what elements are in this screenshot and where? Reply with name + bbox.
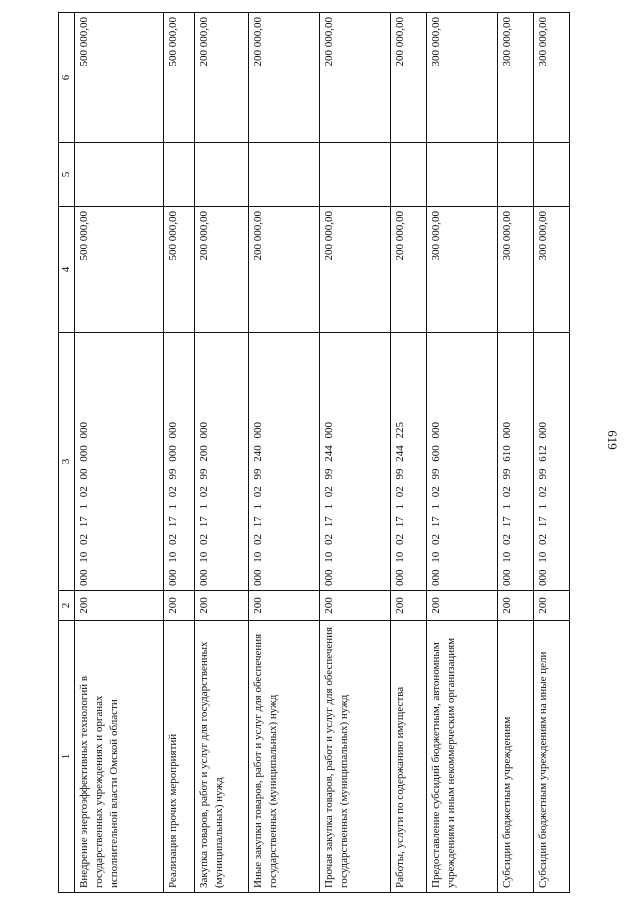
table-row	[164, 13, 195, 893]
row-col5	[195, 143, 249, 207]
row-col4: 500 000,00	[75, 207, 164, 333]
table-row	[195, 13, 249, 893]
row-code: 200	[320, 591, 391, 621]
row-name: Субсидии бюджетным учреждениям	[498, 621, 534, 893]
row-name: Реализация прочих мероприятий	[164, 621, 195, 893]
row-code: 200	[498, 591, 534, 621]
budget-table	[58, 12, 570, 893]
row-col4: 200 000,00	[320, 207, 391, 333]
table-row	[391, 13, 427, 893]
page-number: 619	[605, 430, 620, 450]
row-col5	[320, 143, 391, 207]
row-name: Предоставление субсидий бюджетным, автономным учреждениям и иным некоммерческим организациям	[427, 621, 498, 893]
row-col5	[164, 143, 195, 207]
header-row	[59, 13, 75, 893]
row-kbk: 000 10 02 17 1 02 99 240 000	[249, 333, 320, 591]
row-col4: 200 000,00	[195, 207, 249, 333]
row-kbk: 000 10 02 17 1 02 99 244 225	[391, 333, 427, 591]
header-cell: 2	[59, 591, 75, 621]
row-col5	[427, 143, 498, 207]
header-cell: 6	[59, 13, 75, 143]
row-kbk: 000 10 02 17 1 02 99 600 000	[427, 333, 498, 591]
row-code: 200	[427, 591, 498, 621]
header-cell: 3	[59, 333, 75, 591]
table-row	[427, 13, 498, 893]
row-col5	[75, 143, 164, 207]
row-col4: 500 000,00	[164, 207, 195, 333]
row-col4: 200 000,00	[391, 207, 427, 333]
row-name: Субсидии бюджетным учреждениям на иные цели	[534, 621, 570, 893]
row-kbk: 000 10 02 17 1 02 99 000 000	[164, 333, 195, 591]
row-code: 200	[164, 591, 195, 621]
header-cell: 5	[59, 143, 75, 207]
row-code: 200	[75, 591, 164, 621]
row-name: Внедрение энергоэффективных технологий в государственных учреждениях и органах исполнительной власти Омской области	[75, 621, 164, 893]
row-code: 200	[195, 591, 249, 621]
row-col5	[534, 143, 570, 207]
row-col5	[391, 143, 427, 207]
row-name: Прочая закупка товаров, работ и услуг для обеспечения государственных (муниципальных) нужд	[320, 621, 391, 893]
table-row	[249, 13, 320, 893]
row-col4: 300 000,00	[534, 207, 570, 333]
row-kbk: 000 10 02 17 1 02 00 000 000	[75, 333, 164, 591]
row-kbk: 000 10 02 17 1 02 99 610 000	[498, 333, 534, 591]
row-col6: 300 000,00	[427, 13, 498, 143]
header-cell: 1	[59, 621, 75, 893]
row-code: 200	[534, 591, 570, 621]
header-cell: 4	[59, 207, 75, 333]
row-kbk: 000 10 02 17 1 02 99 244 000	[320, 333, 391, 591]
row-col6: 500 000,00	[75, 13, 164, 143]
table-row	[75, 13, 164, 893]
row-col6: 200 000,00	[320, 13, 391, 143]
row-col4: 300 000,00	[498, 207, 534, 333]
row-col6: 500 000,00	[164, 13, 195, 143]
row-kbk: 000 10 02 17 1 02 99 200 000	[195, 333, 249, 591]
table-row	[320, 13, 391, 893]
row-name: Работы, услуги по содержанию имущества	[391, 621, 427, 893]
row-col5	[498, 143, 534, 207]
row-col6: 200 000,00	[195, 13, 249, 143]
row-col6: 200 000,00	[391, 13, 427, 143]
row-col6: 200 000,00	[249, 13, 320, 143]
row-name: Иные закупки товаров, работ и услуг для обеспечения государственных (муниципальных) нужд	[249, 621, 320, 893]
row-code: 200	[249, 591, 320, 621]
row-col6: 300 000,00	[498, 13, 534, 143]
table-row	[498, 13, 534, 893]
row-col6: 300 000,00	[534, 13, 570, 143]
row-kbk: 000 10 02 17 1 02 99 612 000	[534, 333, 570, 591]
table-row	[534, 13, 570, 893]
row-name: Закупка товаров, работ и услуг для государственных (муниципальных) нужд	[195, 621, 249, 893]
row-col4: 300 000,00	[427, 207, 498, 333]
row-code: 200	[391, 591, 427, 621]
row-col4: 200 000,00	[249, 207, 320, 333]
row-col5	[249, 143, 320, 207]
budget-table-container	[58, 13, 570, 893]
